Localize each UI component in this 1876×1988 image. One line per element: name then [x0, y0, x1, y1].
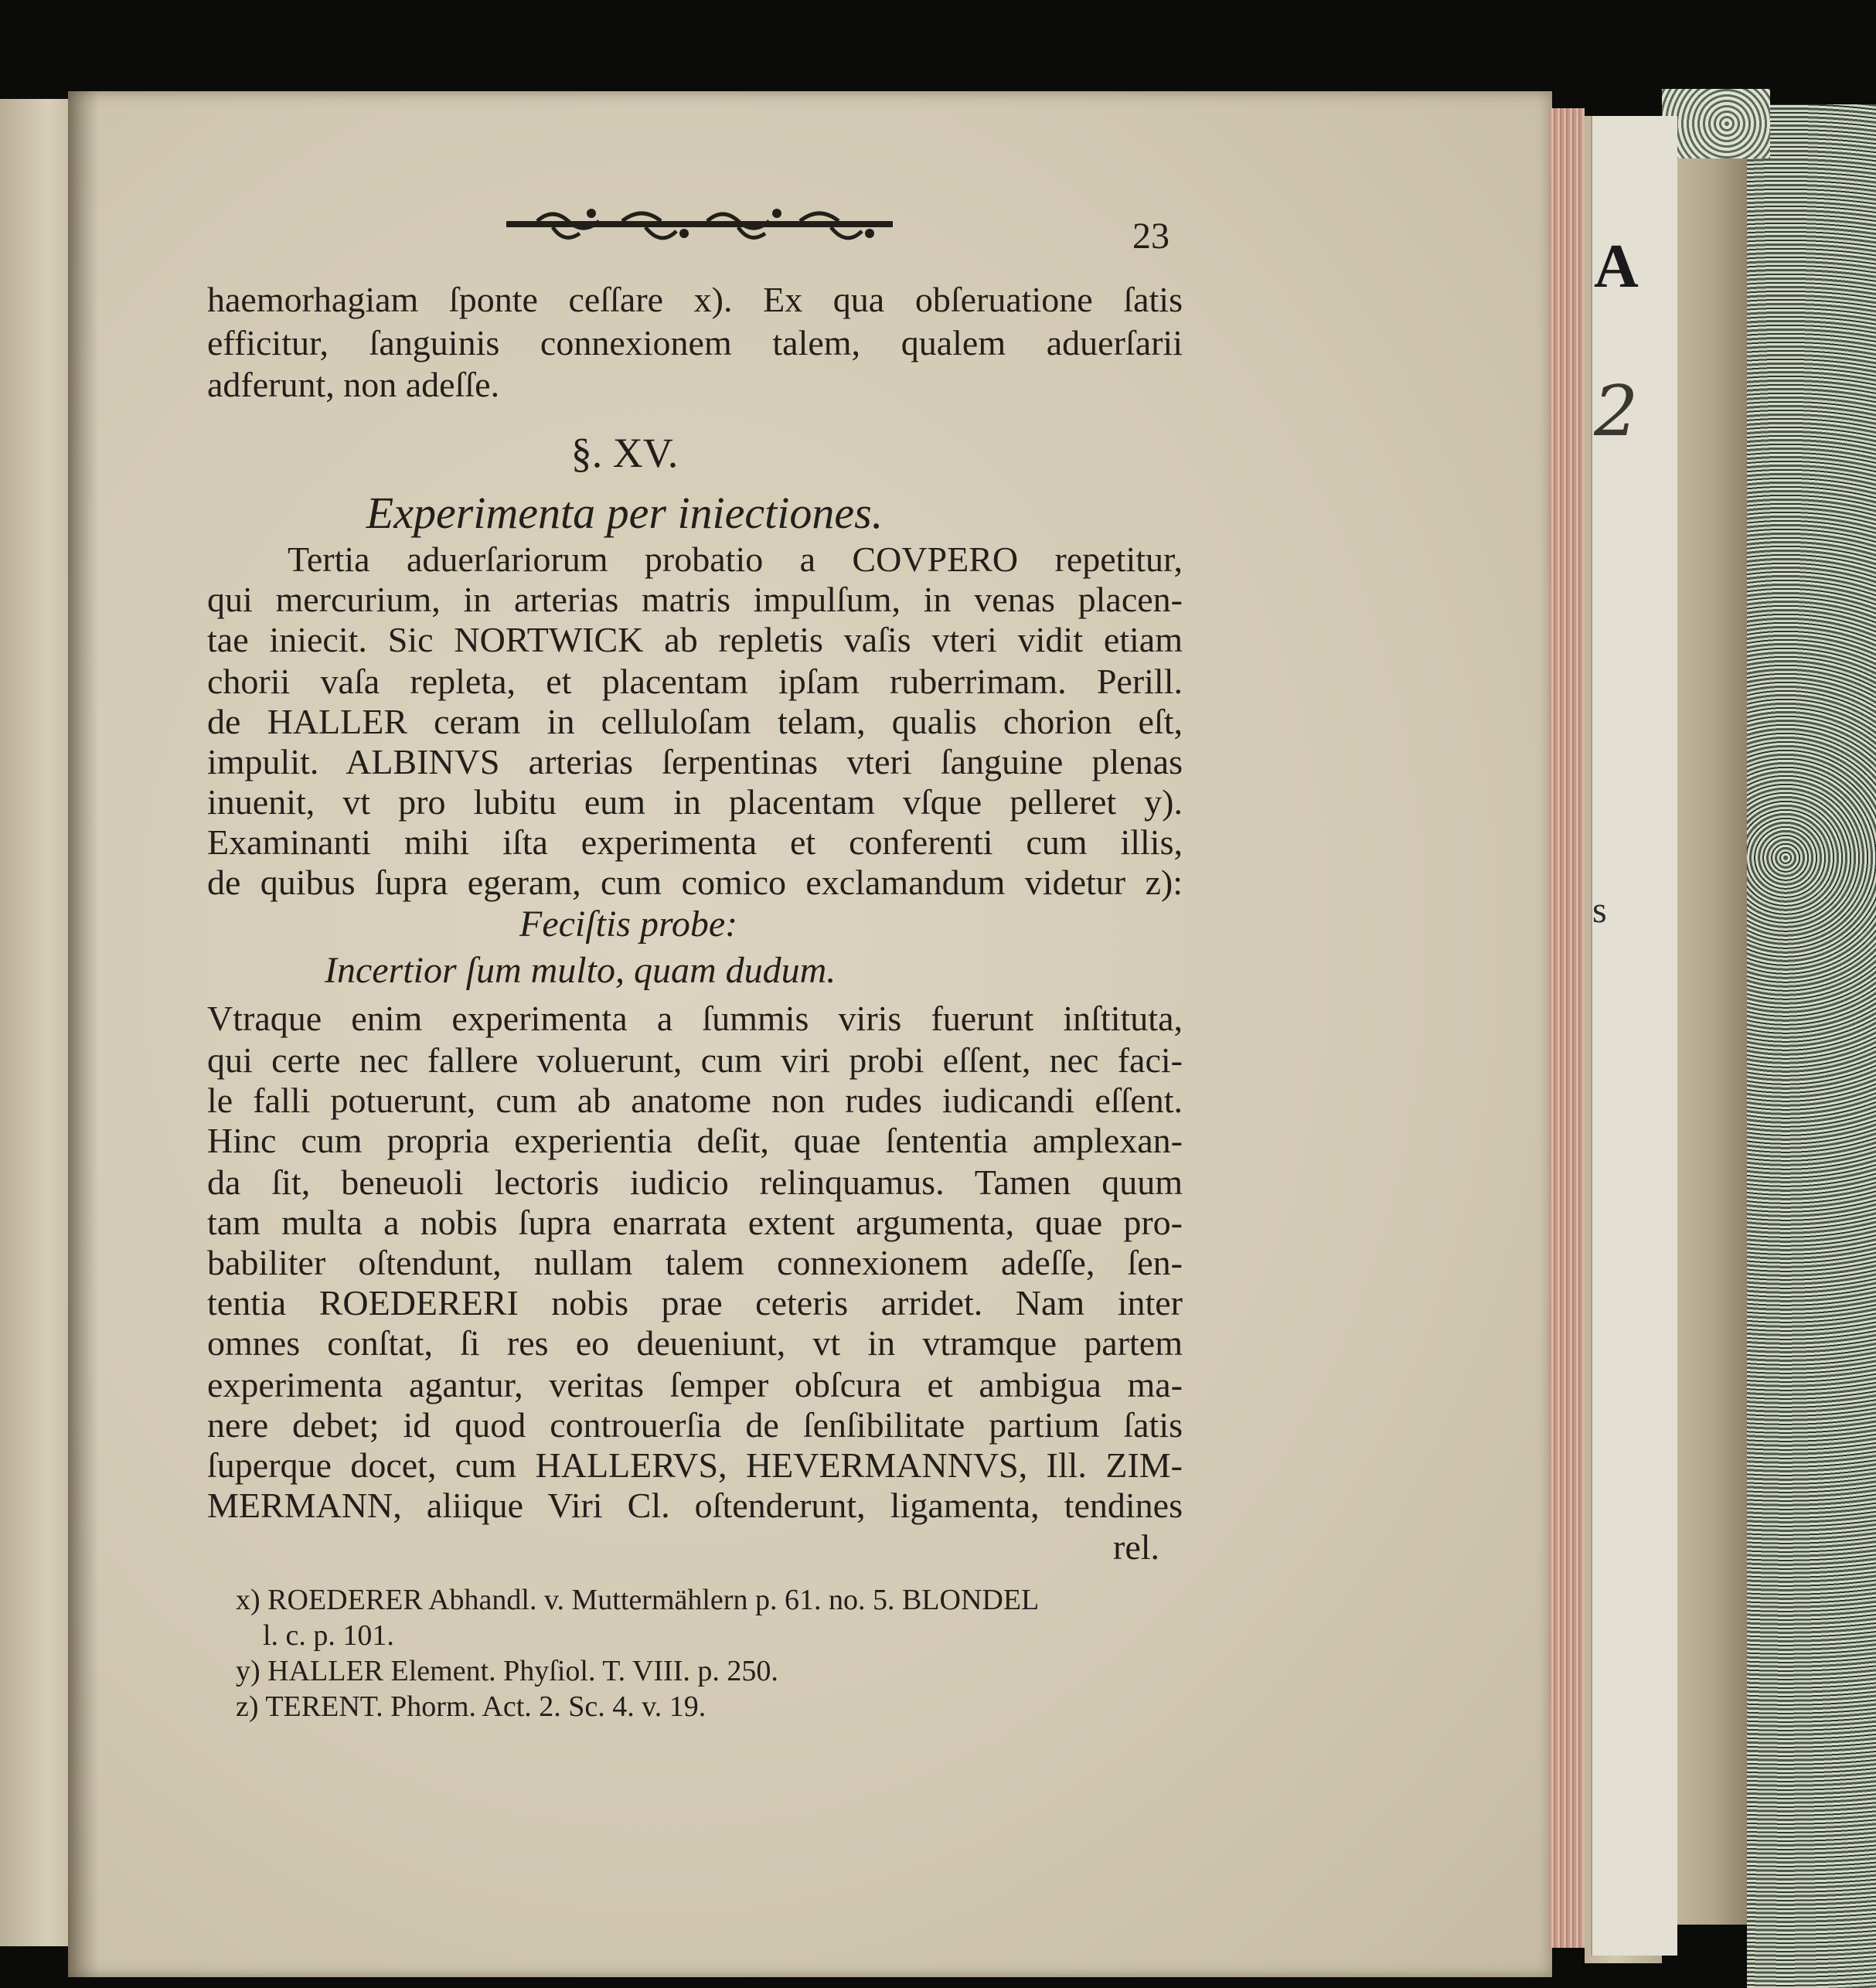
text-line: inuenit, vt pro lubitu eum in placentam vſque pelleret y).: [207, 782, 1183, 822]
text-line: omnes conſtat, ſi res eo deueniunt, vt in vtramque partem: [207, 1323, 1183, 1363]
text-line: Tertia aduerſariorum probatio a COVPERO repetitur,: [288, 540, 1183, 579]
text-line: le falli potuerunt, cum ab anatome non rudes iudicandi eſſent.: [207, 1081, 1183, 1120]
catchword: rel.: [1113, 1527, 1160, 1567]
page-number: 23: [1132, 216, 1170, 257]
text-line: efficitur, ſanguinis connexionem talem, qualem aduerſarii: [207, 323, 1183, 363]
text-line: Examinanti mihi iſta experimenta et conferenti cum illis,: [207, 822, 1183, 862]
text-line: Vtraque enim experimenta a ſummis viris fuerunt inſtituta,: [207, 999, 1183, 1038]
text-line: experimenta agantur, veritas ſemper obſcura et ambigua ma-: [207, 1365, 1183, 1404]
text-line: qui certe nec fallere voluerunt, cum viri probi eſſent, nec faci-: [207, 1040, 1183, 1080]
marbled-cover: [1747, 104, 1876, 1988]
text-line: adferunt, non adeſſe.: [207, 365, 500, 404]
red-page-edges: [1549, 108, 1585, 1948]
text-line: tam multa a nobis ſupra enarrata extent argumenta, quae pro-: [207, 1203, 1183, 1242]
section-title: Experimenta per iniectiones.: [366, 488, 884, 538]
text-line: MERMANN, aliique Viri Cl. oſtenderunt, ligamenta, tendines: [207, 1486, 1183, 1525]
text-line: Hinc cum propria experientia deſit, quae ſententia amplexan-: [207, 1121, 1183, 1160]
left-page-edge: [0, 99, 72, 1946]
footnote-y: y) HALLER Element. Phyſiol. T. VIII. p. 250.: [236, 1655, 778, 1687]
text-line: chorii vaſa repleta, et placentam ipſam ruberrimam. Perill.: [207, 662, 1183, 701]
spine-small-letter: s: [1592, 890, 1607, 931]
quote-line-1: Feciſtis probe:: [519, 904, 738, 945]
footnote-z: z) TERENT. Phorm. Act. 2. Sc. 4. v. 19.: [236, 1690, 706, 1723]
section-number: §. XV.: [570, 430, 679, 476]
marbled-cover-top: [1662, 89, 1770, 158]
footnote-x: x) ROEDERER Abhandl. v. Muttermählern p. 61. no. 5. BLONDEL: [236, 1584, 1040, 1616]
text-line: tentia ROEDERERI nobis prae ceteris arridet. Nam inter: [207, 1283, 1183, 1322]
text-line: nere debet; id quod controuerſia de ſenſibilitate partium ſatis: [207, 1405, 1183, 1445]
spine-handwritten-number: 2: [1594, 371, 1639, 452]
text-line: de quibus ſupra egeram, cum comico exclamandum videtur z):: [207, 863, 1183, 902]
text-line: babiliter oſtendunt, nullam talem connexionem adeſſe, ſen-: [207, 1243, 1183, 1282]
text-line: haemorhagiam ſponte ceſſare x). Ex qua obſeruatione ſatis: [207, 280, 1183, 319]
text-line: de HALLER ceram in celluloſam telam, qualis chorion eſt,: [207, 702, 1183, 741]
text-line: qui mercurium, in arterias matris impulſum, in venas placen-: [207, 580, 1183, 619]
text-line: impulit. ALBINVS arterias ſerpentinas vteri ſanguine plenas: [207, 742, 1183, 781]
ornament-icon: [506, 203, 893, 249]
gutter-shadow: [68, 91, 99, 1977]
quote-line-2: Incertior ſum multo, quam dudum.: [325, 950, 836, 991]
text-line: tae iniecit. Sic NORTWICK ab repletis vaſis vteri vidit etiam: [207, 620, 1183, 659]
spine-letter: A: [1594, 233, 1639, 301]
text-line: ſuperque docet, cum HALLERVS, HEVERMANNVS, Ill. ZIM-: [207, 1445, 1183, 1485]
footnote-x-cont: l. c. p. 101.: [263, 1619, 394, 1652]
text-line: da ſit, beneuoli lectoris iudicio relinquamus. Tamen quum: [207, 1163, 1183, 1202]
